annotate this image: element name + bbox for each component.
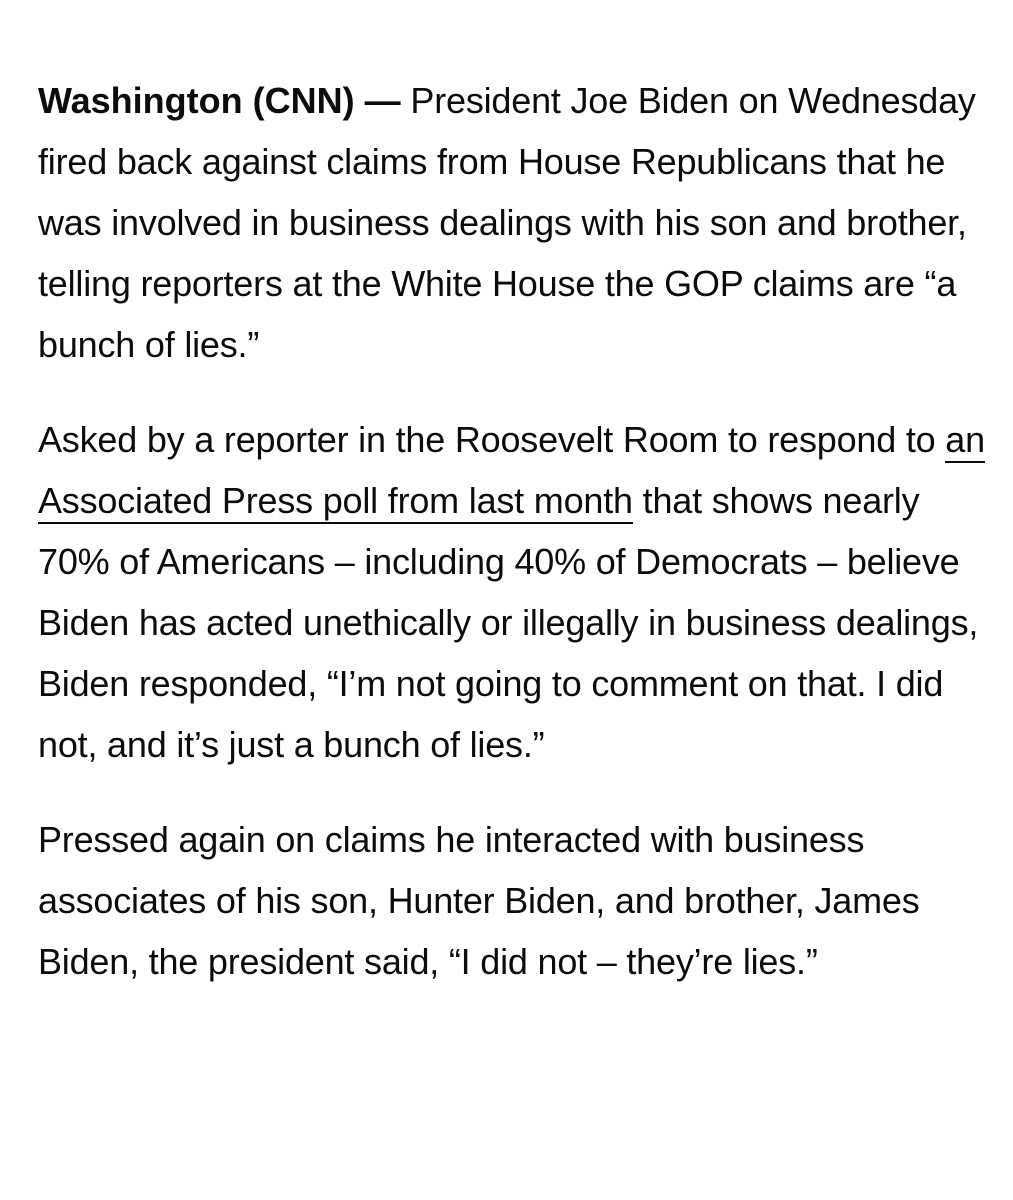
- dateline: Washington (CNN) —: [38, 80, 401, 121]
- article-body: [38, 70, 988, 1026]
- paragraph-2-text-after: that shows nearly 70% of Americans – including 40% of Democrats – believe Biden has acted unethically or illegally in business dealings, Biden responded, “I’m not going to comment on that. I did not, and it’s just a bunch of lies.”: [38, 480, 979, 765]
- paragraph-3-text: Pressed again on claims he interacted with business associates of his son, Hunter Biden, and brother, James Biden, the president said, “I did not – they’re lies.”: [38, 819, 920, 982]
- paragraph-1-text: President Joe Biden on Wednesday fired back against claims from House Republicans that he was involved in business dealings with his son and brother, telling reporters at the White House the GOP claims are “a bunch of lies.”: [38, 80, 976, 365]
- paragraph-3: [38, 809, 988, 992]
- paragraph-1: [38, 70, 988, 375]
- paragraph-2: [38, 409, 988, 775]
- ap-poll-link[interactable]: an Associated Press poll from last month: [38, 419, 985, 524]
- paragraph-2-text-before: Asked by a reporter in the Roosevelt Room to respond to: [38, 419, 946, 460]
